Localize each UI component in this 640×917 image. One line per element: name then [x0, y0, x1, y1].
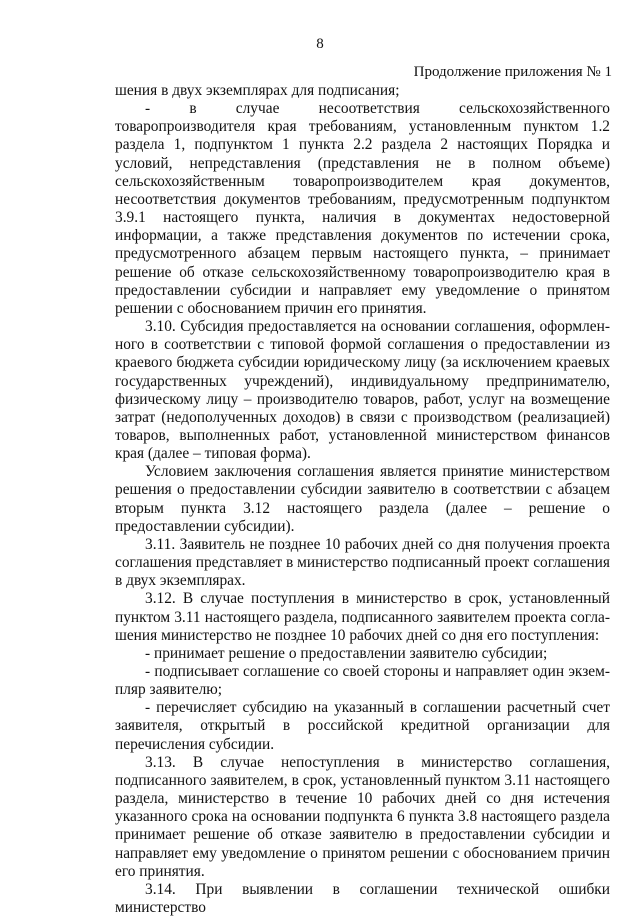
list-item-transfer: - перечисляет субсидию на указанный в соглашении расчетный счет заявителя, открытый в российской кредитной организации для перечисления субсидии.	[115, 699, 610, 753]
paragraph-agreement-condition: Условием заключения соглашения является принятие министерством решения о предоставлении субсидии заявителю в соответствии с абзацем вторым пункта 3.12 настоящего раздела (далее – решение о предоставлении субсидии).	[115, 463, 610, 535]
paragraph-3-14: 3.14. При выявлении в соглашении технической ошибки министерство	[115, 880, 610, 917]
list-item-decision: - принимает решение о предоставлении заявителю субсидии;	[145, 644, 548, 662]
page-number: 8	[316, 36, 324, 52]
paragraph-3-13: 3.13. В случае непоступления в министерство соглашения, подписанного заявителем, в срок, установленный пунктом 3.11 настоящего раздела, министерство в течение 10 рабочих дней со дня истечения указанного срока на основании подпункта 6 пункта 3.8 настоящего раздела принимает решение об отказе заявителю в предоставлении субсидии и направляет ему уведомление о принятом решении с обоснованием причин его принятия.	[115, 753, 610, 880]
paragraph-3-11: 3.11. Заявитель не позднее 10 рабочих дней со дня получения проекта соглашения представляет в министерство подписанный проект соглашения в двух экземплярах.	[115, 535, 610, 590]
paragraph-3-12: 3.12. В случае поступления в министерство в срок, установленный пунктом 3.11 настоящего раздела, подписанного заявителем проекта соглашения министерство не позднее 10 рабочих дней со дня его поступления:	[115, 590, 610, 644]
paragraph-continued: шения в двух экземплярах для подписания;	[115, 82, 400, 99]
document-body	[115, 82, 610, 917]
continuation-note: Продолжение приложения № 1	[413, 64, 612, 80]
list-item-sign: - подписывает соглашение со своей стороны и направляет один экземпляр заявителю;	[115, 663, 610, 699]
paragraph-refusal-case: - в случае несоответствия сельскохозяйственного товаропроизводителя края требованиям, установленным пунктом 1.2 раздела 1, подпунктом 1 пункта 2.2 раздела 2 настоящих Порядка и условий, непредставления (представления не в полном объеме) сельскохозяйственным товаропроизводителем края документов, несоответствия документов требованиям, предусмотренным подпунктом 3.9.1 настоящего пункта, наличия в документах недостоверной информации, а также представления документов по истечении срока, предусмотренного абзацем первым настоящего пункта, – принимает решение об отказе сельскохозяйственному товаропроизводителю края в предоставлении субсидии и направляет ему уведомление о принятом решении с обоснованием причин его принятия.	[115, 100, 610, 317]
paragraph-3-10: 3.10. Субсидия предоставляется на основании соглашения, оформленного в соответствии с типовой формой соглашения о предоставлении из краевого бюджета субсидии юридическому лицу (за исключением краевых государственных учреждений), индивидуальному предпринимателю, физическому лицу – производителю товаров, работ, услуг на возмещение затрат (недополученных доходов) в связи с производством (реализацией) товаров, выполненных работ, установленной министерством финансов края (далее – типовая форма).	[115, 318, 610, 463]
